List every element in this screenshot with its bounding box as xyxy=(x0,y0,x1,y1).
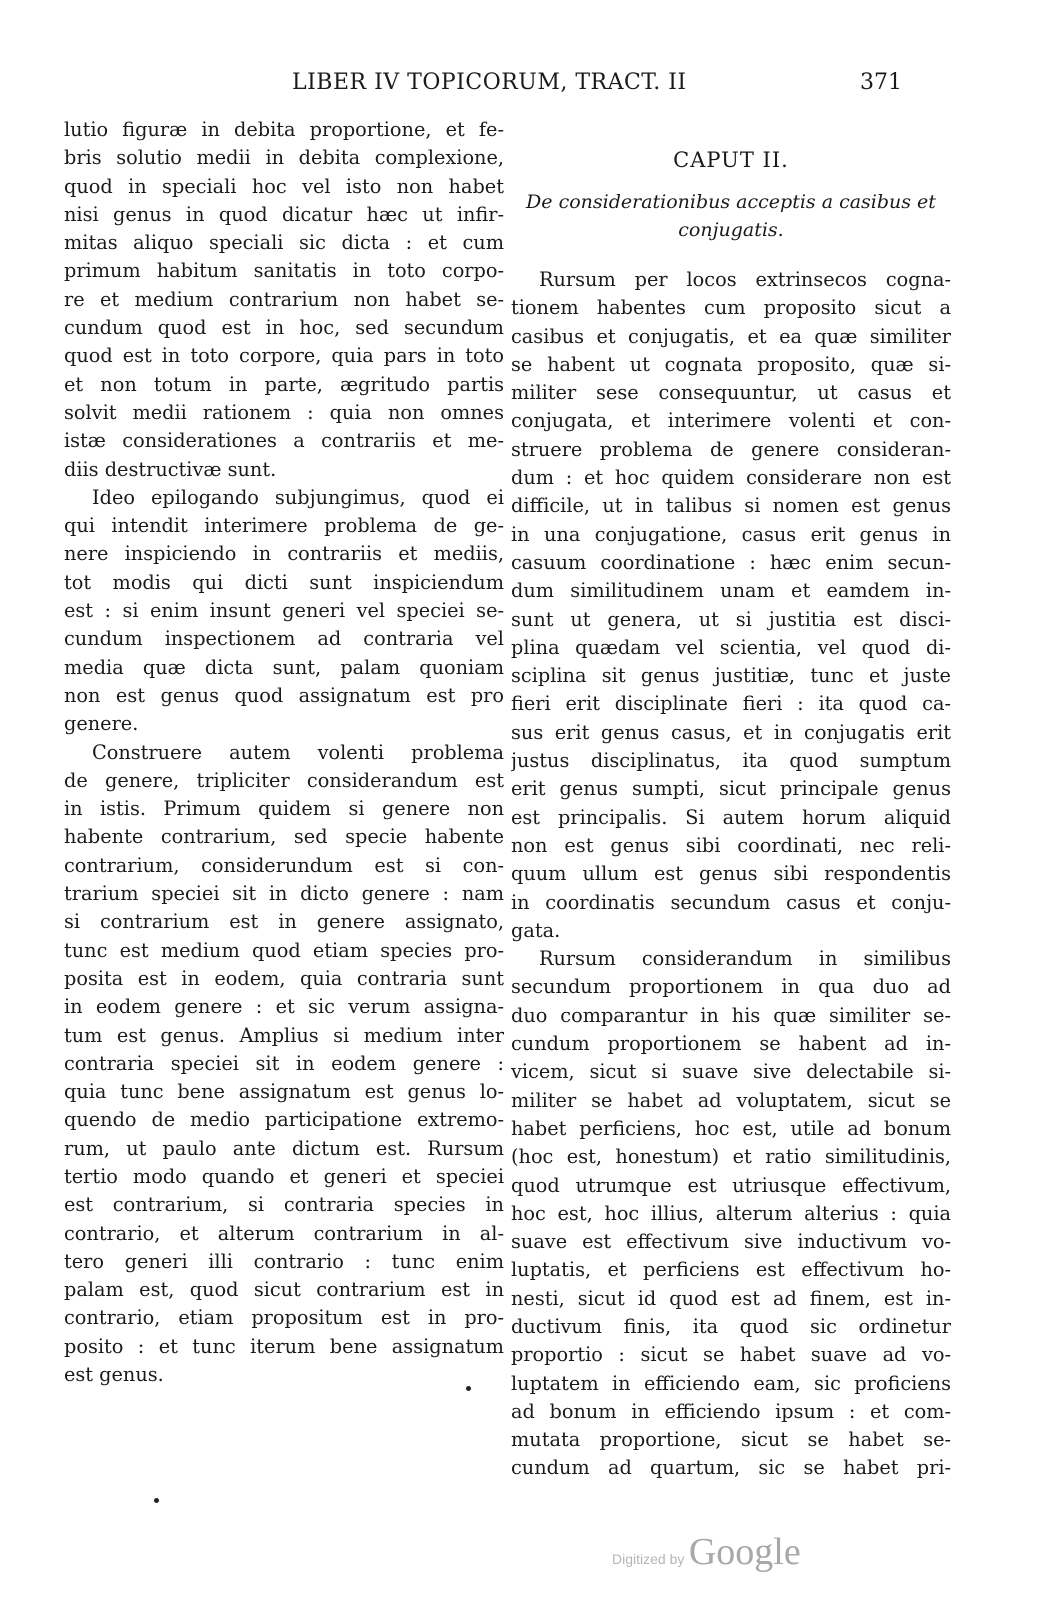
text-line: Construere autem volenti problema xyxy=(92,740,504,764)
right-column xyxy=(511,146,951,1483)
text-line: istæ considerationes a contrariis et me- xyxy=(64,429,504,453)
text-line: justus disciplinatus, ita quod sumptum xyxy=(511,749,951,773)
text-line: hoc est, hoc illius, alterum alterius : quia xyxy=(511,1201,951,1225)
text-line: quia tunc bene assignatum est genus lo- xyxy=(64,1080,504,1104)
left-paragraph-3 xyxy=(64,739,504,1390)
left-paragraph-1 xyxy=(64,116,504,484)
text-line: palam est, quod sicut contrarium est in xyxy=(64,1278,504,1302)
text-line: nesti, sicut id quod est ad finem, est in- xyxy=(511,1286,951,1310)
left-paragraph-2 xyxy=(64,484,504,739)
text-line: erit genus sumpti, sicut principale genus xyxy=(511,777,951,801)
subtitle-line: De considerationibus acceptis a casibus et xyxy=(526,191,936,213)
text-line: militer sese consequuntur, ut casus et xyxy=(511,381,951,405)
text-line: struere problema de genere consideran- xyxy=(511,437,951,461)
subtitle-line: conjugatis. xyxy=(678,219,784,241)
text-line: habet perficiens, hoc est, utile ad bonum xyxy=(511,1116,951,1140)
text-line: tionem habentes cum proposito sicut a xyxy=(511,296,951,320)
chapter-subtitle xyxy=(511,188,951,244)
text-line: rum, ut paulo ante dictum est. Rursum xyxy=(64,1136,504,1160)
text-line: secundum proportionem in qua duo ad xyxy=(511,975,951,999)
text-line: dum similitudinem unam et eamdem in- xyxy=(511,579,951,603)
text-line: contrarium, considerundum est si con- xyxy=(64,853,504,877)
text-line: Rursum per locos extrinsecos cogna- xyxy=(539,268,951,291)
text-line: luptatis, et perficiens est effectivum ho- xyxy=(511,1258,951,1282)
text-line: tertio modo quando et generi et speciei xyxy=(64,1164,504,1188)
text-line: genere. xyxy=(64,712,139,736)
text-line: qui intendit interimere problema de ge- xyxy=(64,514,504,538)
text-line: in coordinatis secundum casus et conju- xyxy=(511,890,951,914)
text-line: sciplina sit genus justitiæ, tunc et juste xyxy=(511,664,951,688)
digitized-watermark xyxy=(612,1530,801,1574)
text-line: plina quædam vel scientia, vel quod di- xyxy=(511,635,951,659)
text-line: in istis. Primum quidem si genere non xyxy=(64,797,504,821)
text-line: est : si enim insunt generi vel speciei se- xyxy=(64,599,504,623)
text-line: trarium speciei sit in dicto genere : nam xyxy=(64,882,504,906)
right-paragraph-2 xyxy=(511,945,951,1483)
text-line: bris solutio medii in debita complexione, xyxy=(64,146,504,170)
text-line: non est genus sibi coordinati, nec reli- xyxy=(511,833,951,857)
text-line: (hoc est, honestum) et ratio similitudinis, xyxy=(511,1145,951,1169)
print-speck xyxy=(466,1386,471,1391)
text-line: re et medium contrarium non habet se- xyxy=(64,287,504,311)
text-line: est principalis. Si autem horum aliquid xyxy=(511,805,951,829)
text-line: non est genus quod assignatum est pro xyxy=(64,683,504,707)
text-line: cundum proportionem se habent ad in- xyxy=(511,1032,951,1056)
text-line: primum habitum sanitatis in toto corpo- xyxy=(64,259,504,283)
right-paragraph-1 xyxy=(511,266,951,945)
text-line: contrario, etiam propositum est in pro- xyxy=(64,1306,504,1330)
text-line: si contrarium est in genere assignato, xyxy=(64,910,504,934)
text-line: et non totum in parte, ægritudo partis xyxy=(64,372,504,396)
text-line: diis destructivæ sunt. xyxy=(64,457,277,481)
text-line: tunc est medium quod etiam species pro- xyxy=(64,938,504,962)
text-line: cundum quod est in hoc, sed secundum xyxy=(64,316,504,340)
text-line: posito : et tunc iterum bene assignatum xyxy=(64,1334,504,1358)
text-line: in eodem genere : et sic verum assigna- xyxy=(64,995,504,1019)
text-line: in una conjugatione, casus erit genus in xyxy=(511,522,951,546)
text-line: Ideo epilogando subjungimus, quod ei xyxy=(92,485,504,509)
text-line: contrario, et alterum contrarium in al- xyxy=(64,1221,504,1245)
text-line: conjugata, et interimere volenti et con- xyxy=(511,409,951,433)
text-line: cundum inspectionem ad contraria vel xyxy=(64,627,504,651)
text-line: tero generi illi contrario : tunc enim xyxy=(64,1249,504,1273)
text-line: Rursum considerandum in similibus xyxy=(539,947,951,971)
text-line: media quæ dicta sunt, palam quoniam xyxy=(64,655,504,679)
text-line: sunt ut genera, ut si justitia est disci- xyxy=(511,607,951,631)
text-line: fieri erit disciplinate fieri : ita quod ca- xyxy=(511,692,951,716)
page-number: 371 xyxy=(860,70,902,95)
text-line: est genus. xyxy=(64,1363,164,1387)
text-line: casibus et conjugatis, et ea quæ similiter xyxy=(511,324,951,348)
text-line: se habent ut cognata proposito, quæ si- xyxy=(511,352,951,376)
text-line: luptatem in efficiendo eam, sic proficiens xyxy=(511,1371,951,1395)
text-line: militer se habet ad voluptatem, sicut se xyxy=(511,1088,951,1112)
text-line: contraria speciei sit in eodem genere : xyxy=(64,1051,504,1075)
text-line: posita est in eodem, quia contraria sunt xyxy=(64,966,504,990)
print-speck xyxy=(154,1498,159,1503)
text-line: solvit medii rationem : quia non omnes xyxy=(64,400,504,424)
text-line: vicem, sicut si suave sive delectabile si- xyxy=(511,1060,951,1084)
text-line: mitas aliquo speciali sic dicta : et cum xyxy=(64,231,504,255)
text-line: ductivum finis, ita quod sic ordinetur xyxy=(511,1314,951,1338)
text-line: casuum coordinatione : hæc enim secun- xyxy=(511,550,951,574)
text-line: duo comparantur in his quæ similiter se- xyxy=(511,1003,951,1027)
text-line: cundum ad quartum, sic se habet pri- xyxy=(511,1456,951,1480)
text-line: mutata proportione, sicut se habet se- xyxy=(511,1428,951,1452)
text-line: lutio figuræ in debita proportione, et fe- xyxy=(64,118,504,141)
text-line: suave est effectivum sive inductivum vo- xyxy=(511,1230,951,1254)
text-line: difficile, ut in talibus si nomen est genus xyxy=(511,494,951,518)
running-title: LIBER IV TOPICORUM, TRACT. II xyxy=(292,70,687,95)
text-line: nere inspiciendo in contrariis et mediis, xyxy=(64,542,504,566)
text-line: proportio : sicut se habet suave ad vo- xyxy=(511,1343,951,1367)
text-line: habente contrarium, sed specie habente xyxy=(64,825,504,849)
text-line: tot modis qui dicti sunt inspiciendum xyxy=(64,570,504,594)
text-line: nisi genus in quod dicatur hæc ut infir- xyxy=(64,202,504,226)
left-column xyxy=(64,116,504,1389)
digitized-label: Digitized by xyxy=(612,1551,685,1567)
text-line: quod utrumque est utriusque effectivum, xyxy=(511,1173,951,1197)
text-line: tum est genus. Amplius si medium inter xyxy=(64,1023,504,1047)
text-line: quod est in toto corpore, quia pars in toto xyxy=(64,344,504,368)
text-line: dum : et hoc quidem considerare non est xyxy=(511,466,951,490)
text-line: ad bonum in efficiendo ipsum : et com- xyxy=(511,1399,951,1423)
google-wordmark: Google xyxy=(688,1531,801,1573)
text-line: gata. xyxy=(511,918,561,942)
text-line: quendo de medio participatione extremo- xyxy=(64,1108,504,1132)
text-line: quum ullum est genus sibi respondentis xyxy=(511,862,951,886)
text-line: quod in speciali hoc vel isto non habet xyxy=(64,174,504,198)
text-line: de genere, tripliciter considerandum est xyxy=(64,768,504,792)
text-line: sus erit genus casus, et in conjugatis erit xyxy=(511,720,951,744)
text-line: est contrarium, si contraria species in xyxy=(64,1193,504,1217)
chapter-heading: CAPUT II. xyxy=(673,148,789,172)
